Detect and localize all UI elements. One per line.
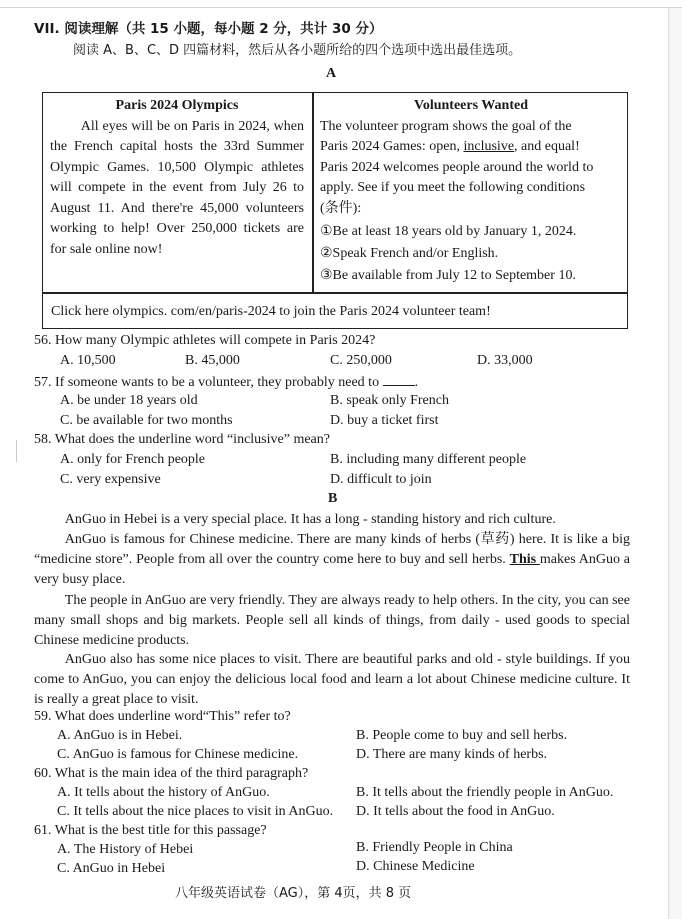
section-instruction: 阅读 A、B、C、D 四篇材料，然后从各小题所给的四个选项中选出最佳选项。 [73,43,522,58]
q58-option-d: D. difficult to join [330,472,432,487]
question-57 [34,371,418,393]
volunteers-line-2 [320,137,622,158]
q60-option-b: B. It tells about the friendly people in AnGuo. [356,785,614,800]
volunteers-column [320,96,622,287]
passage-b-label: B [328,491,338,506]
q57-option-b: B. speak only French [330,393,449,408]
text: makes AnGuo a very busy place. [34,552,630,588]
p3-text: The people in AnGuo are very friendly. They are always ready to help others. In the city, you can see many small shops and big markets. People sell all kinds of things, from daily - used goods to special Chinese medicine products. [34,593,630,649]
p4-text: AnGuo also has some nice places to visit. There are beautiful parks and old - style buildings. If you come to AnGuo, you can enjoy the delicious local food and learn a lot about Chinese medicine culture. It is really a great place to visit. [34,652,630,708]
condition-2: ②Speak French and/or English. [320,246,499,261]
olympics-body: All eyes will be on Paris in 2024, when the French capital hosts the 33rd Summer Olympic Games. 10,500 Olympic athletes will compete in the event from July 26 to August 11. And there're 45,000 volunteers working to help! Over 250,000 tickets are for sale online now! [50,118,304,257]
q59-option-a: A. AnGuo is in Hebei. [57,728,183,743]
question-56: 56. How many Olympic athletes will compete in Paris 2024? [34,333,376,348]
page-top-border [0,7,682,8]
q60-option-c: C. It tells about the nice places to visit in AnGuo. [57,804,334,819]
answer-blank [383,371,415,386]
q57-option-c: C. be available for two months [60,413,233,428]
p2-text [34,530,630,591]
text: AnGuo is famous for Chinese medicine. There are many kinds of herbs (草药) here. It is like a big “medicine store”. People from all over the country come here to buy and sell herbs. [34,532,630,568]
condition-3: ③Be available from July 12 to September 10. [320,268,576,283]
passage-b-paragraph-2 [34,530,630,591]
volunteers-line-3: Paris 2024 welcomes people around the world to [320,159,594,175]
page-footer: 八年级英语试卷（AG），第 4页，共 8 页 [175,886,412,901]
volunteers-line-1: The volunteer program shows the goal of the [320,118,572,134]
volunteers-line-4: apply. See if you meet the following conditions [320,180,586,195]
passage-b-paragraph-3 [34,591,630,652]
q61-option-c: C. AnGuo in Hebei [57,861,166,876]
row-divider [42,292,628,294]
question-58: 58. What does the underline word “inclusive” mean? [34,432,330,447]
question-59: 59. What does underline word“This” refer to? [34,709,291,724]
q57-stem: 57. If someone wants to be a volunteer, they probably need to [34,375,380,390]
volunteers-title: Volunteers Wanted [414,98,528,113]
q58-option-a: A. only for French people [60,452,206,467]
q59-option-b: B. People come to buy and sell herbs. [356,728,568,743]
q61-option-a: A. The History of Hebei [57,842,194,857]
p1-text: AnGuo in Hebei is a very special place. It has a long - standing history and rich culture. [64,512,556,527]
underlined-word-this: This [509,552,540,568]
q58-option-b: B. including many different people [330,452,527,467]
question-60: 60. What is the main idea of the third paragraph? [34,766,309,781]
q56-option-a: A. 10,500 [60,353,116,368]
passage-a-label: A [326,66,337,81]
olympics-column [50,96,304,260]
column-divider [312,92,314,293]
scan-mark [16,440,17,462]
volunteers-line-5: (条件): [320,200,362,216]
question-61: 61. What is the best title for this passage? [34,823,267,838]
q59-option-c: C. AnGuo is famous for Chinese medicine. [57,747,299,762]
q61-option-b: B. Friendly People in China [356,840,513,855]
text: Paris 2024 Games: open, [320,139,464,154]
text: , and equal! [514,139,580,154]
q56-option-c: C. 250,000 [330,353,392,368]
q58-option-c: C. very expensive [60,472,161,487]
q59-option-d: D. There are many kinds of herbs. [356,747,548,762]
q60-option-a: A. It tells about the history of AnGuo. [57,785,270,800]
q57-option-a: A. be under 18 years old [60,393,198,408]
passage-b-paragraph-1 [34,510,630,530]
q56-option-d: D. 33,000 [477,353,533,368]
q56-option-b: B. 45,000 [185,353,240,368]
q57-period: . [414,375,419,390]
condition-1: ①Be at least 18 years old by January 1, 2024. [320,224,577,239]
q61-option-d: D. Chinese Medicine [356,859,475,874]
section-title: VII. 阅读理解（共 15 小题，每小题 2 分，共计 30 分） [34,21,383,37]
right-margin-panel [668,8,682,919]
olympics-title: Paris 2024 Olympics [115,98,239,113]
q60-option-d: D. It tells about the food in AnGuo. [356,804,555,819]
q57-option-d: D. buy a ticket first [330,413,439,428]
underlined-word-inclusive: inclusive [463,139,515,154]
section-heading [34,19,383,40]
volunteer-link-text: Click here olympics. com/en/paris-2024 to join the Paris 2024 volunteer team! [51,304,491,319]
passage-b-paragraph-4 [34,650,630,711]
